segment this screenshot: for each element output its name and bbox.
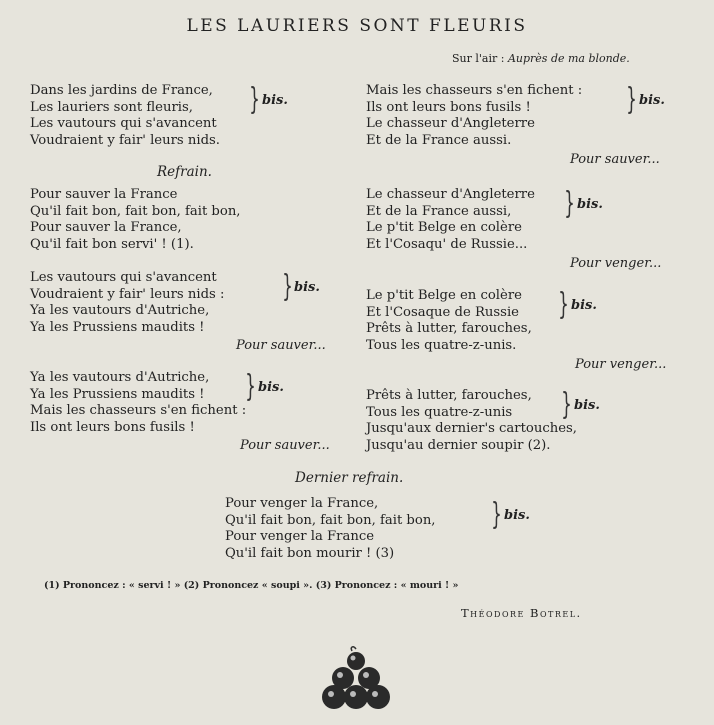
stanza-7 (366, 388, 577, 454)
final-refrain (225, 496, 436, 562)
verse-line: Prêts à lutter, farouches, (366, 388, 532, 403)
verse-line: Le chasseur d'Angleterre (366, 187, 535, 202)
author-signature: Théodore Botrel. (461, 606, 582, 620)
song-title: LES LAURIERS SONT FLEURIS (186, 16, 528, 36)
bis-marker: bis. (294, 280, 320, 295)
stanza-6 (366, 288, 532, 354)
air-prefix: Sur l'air : (452, 52, 505, 65)
verse-line: Pour venger la France, (225, 496, 379, 511)
repeat-brace: } (282, 269, 293, 304)
verse-line: Ya les vautours d'Autriche, (30, 370, 210, 385)
repeat-brace: } (558, 287, 569, 322)
chorus-cue: Pour sauver... (236, 338, 326, 353)
verse-line: Ya les vautours d'Autriche, (30, 303, 210, 318)
verse-line: Pour sauver la France, (30, 220, 182, 235)
verse-line: Ils ont leurs bons fusils ! (366, 99, 531, 115)
verse-line: Tous les quatre-z-unis (366, 404, 513, 420)
refrain (30, 187, 241, 253)
verse-line: Les lauriers sont fleuris, (30, 99, 193, 115)
repeat-brace: } (491, 497, 502, 532)
verse-line: Ya les Prussiens maudits ! (30, 386, 205, 402)
verse-line: Les vautours qui s'avancent (30, 270, 217, 285)
repeat-brace: } (561, 387, 572, 422)
air-name: Auprès de ma blonde. (507, 52, 630, 65)
refrain-heading: Refrain. (157, 164, 212, 180)
verse-line: Ya les Prussiens maudits ! (30, 319, 205, 335)
footnotes: (1) Prononcez : « servi ! » (2) Prononcez « soupi ». (3) Prononcez : « mouri ! » (44, 580, 459, 591)
final-refrain-heading: Dernier refrain. (295, 470, 404, 486)
verse-line: Jusqu'au dernier soupir (2). (366, 437, 551, 453)
bis-marker: bis. (262, 93, 288, 108)
chorus-cue: Pour venger... (570, 256, 662, 271)
bis-marker: bis. (577, 197, 603, 212)
verse-line: Qu'il fait bon servi' ! (1). (30, 236, 194, 252)
verse-line: Voudraient y fair' leurs nids : (30, 286, 225, 302)
repeat-brace: } (626, 82, 637, 117)
verse-line: Mais les chasseurs s'en fichent : (30, 403, 247, 418)
stanza-4 (366, 83, 582, 149)
verse-line: Mais les chasseurs s'en fichent : (366, 83, 583, 98)
verse-line: Qu'il fait bon, fait bon, fait bon, (30, 203, 241, 219)
verse-line: Et de la France aussi, (366, 203, 512, 219)
air-note (452, 52, 630, 65)
verse-line: Dans les jardins de France, (30, 83, 213, 98)
chorus-cue: Pour sauver... (240, 438, 330, 453)
repeat-brace: } (245, 369, 256, 404)
verse-line: Qu'il fait bon, fait bon, fait bon, (225, 512, 436, 528)
verse-line: Qu'il fait bon mourir ! (3) (225, 545, 395, 561)
verse-line: Voudraient y fair' leurs nids. (30, 132, 220, 148)
verse-line: Ils ont leurs bons fusils ! (30, 419, 195, 435)
verse-line: Le p'tit Belge en colère (366, 220, 522, 235)
repeat-brace: } (564, 186, 575, 221)
bis-marker: bis. (258, 380, 284, 395)
verse-line: Le p'tit Belge en colère (366, 288, 522, 303)
verse-line: Jusqu'aux dernier's cartouches, (366, 421, 577, 436)
verse-line: Pour venger la France (225, 529, 375, 544)
chorus-cue: Pour sauver... (570, 152, 660, 167)
stanza-1 (30, 83, 220, 149)
bis-marker: bis. (504, 508, 530, 523)
stanza-3 (30, 370, 246, 436)
repeat-brace: } (249, 82, 260, 117)
verse-line: Les vautours qui s'avancent (30, 116, 217, 131)
bis-marker: bis. (571, 298, 597, 313)
stanza-2 (30, 270, 224, 336)
bis-marker: bis. (639, 93, 665, 108)
fruit-ornament-icon (320, 645, 392, 713)
verse-line: Le chasseur d'Angleterre (366, 116, 535, 131)
verse-line: Pour sauver la France (30, 187, 178, 202)
stanza-5 (366, 187, 535, 253)
verse-line: Et de la France aussi. (366, 132, 512, 148)
chorus-cue: Pour venger... (575, 357, 667, 372)
verse-line: Et l'Cosaqu' de Russie... (366, 236, 528, 252)
verse-line: Tous les quatre-z-unis. (366, 337, 517, 353)
bis-marker: bis. (574, 398, 600, 413)
verse-line: Et l'Cosaque de Russie (366, 304, 519, 320)
verse-line: Prêts à lutter, farouches, (366, 321, 532, 336)
